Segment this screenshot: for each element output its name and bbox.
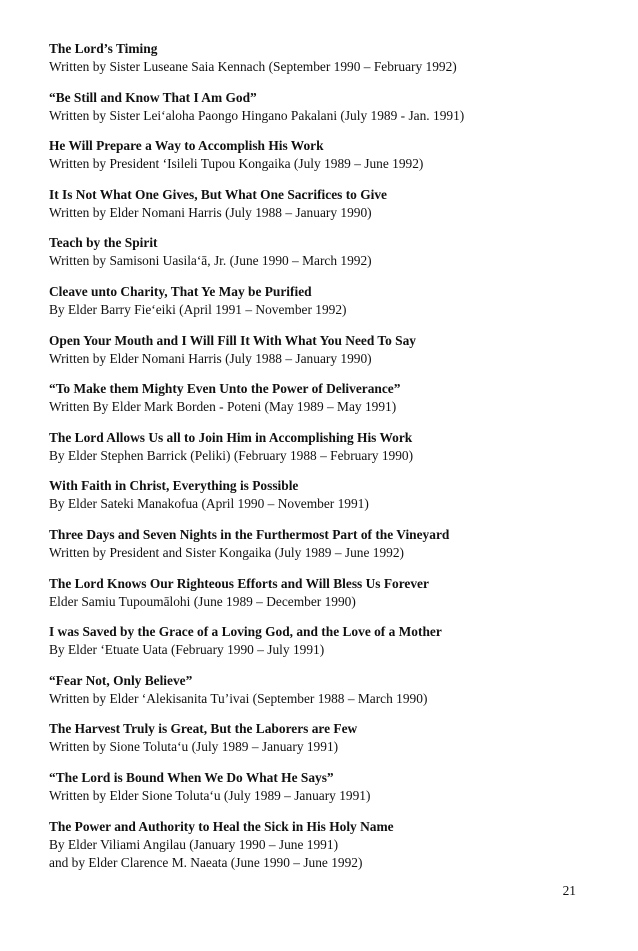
contents-entry — [49, 720, 619, 769]
entry-author: Written by Sister Luseane Saia Kennach (September 1990 – February 1992) — [49, 59, 457, 74]
entry-title: The Harvest Truly is Great, But the Laborers are Few — [49, 721, 358, 737]
entry-author: By Elder Stephen Barrick (Peliki) (February 1988 – February 1990) — [49, 447, 414, 463]
entry-author: By Elder ‘Etuate Uata (February 1990 – July 1991) — [49, 642, 325, 658]
contents-entry — [49, 672, 619, 721]
entry-title: I was Saved by the Grace of a Loving God, and the Love of a Mother — [49, 624, 442, 640]
entry-title: Three Days and Seven Nights in the Furthermost Part of the Vineyard — [49, 526, 450, 542]
entry-author: Written by Elder Nomani Harris (July 1988 – January 1990) — [49, 204, 372, 220]
entry-author: Written by Sister Lei‘aloha Paongo Hingano Pakalani (July 1989 - Jan. 1991) — [49, 107, 465, 123]
entry-author: Elder Samiu Tupoumālohi (June 1989 – December 1990) — [49, 593, 356, 609]
entry-author: Written by Elder ‘Alekisanita Tu’ivai (September 1988 – March 1990) — [49, 690, 428, 706]
contents-entry — [49, 818, 619, 878]
contents-entry — [49, 380, 619, 429]
contents-entry — [49, 137, 619, 186]
entry-title: With Faith in Christ, Everything is Possible — [49, 478, 299, 494]
entry-title: It Is Not What One Gives, But What One Sacrifices to Give — [49, 186, 387, 202]
contents-entry — [49, 186, 619, 235]
contents-entry — [49, 234, 619, 283]
entry-title: Cleave unto Charity, That Ye May be Purified — [49, 283, 312, 299]
entry-author: Written by Elder Nomani Harris (July 1988 – January 1990) — [49, 350, 372, 366]
contents-entry — [49, 89, 619, 138]
entry-title: “Fear Not, Only Believe” — [49, 672, 193, 688]
contents-list — [49, 40, 619, 878]
entry-author: By Elder Viliami Angilau (January 1990 – June 1991) — [49, 836, 339, 852]
entry-author-second: and by Elder Clarence M. Naeata (June 1990 – June 1992) — [49, 854, 363, 870]
entry-title: “Be Still and Know That I Am God” — [49, 89, 257, 105]
entry-author: Written by President ‘Isileli Tupou Kongaika (July 1989 – June 1992) — [49, 156, 424, 172]
entry-title: Open Your Mouth and I Will Fill It With What You Need To Say — [49, 332, 416, 348]
contents-entry — [49, 332, 619, 381]
entry-title: Teach by the Spirit — [49, 235, 158, 251]
entry-author: Written by Samisoni Uasila‘ā, Jr. (June 1990 – March 1992) — [49, 253, 372, 269]
contents-entry — [49, 40, 619, 89]
entry-author: Written by Elder Sione Toluta‘u (July 1989 – January 1991) — [49, 787, 371, 803]
entry-title: The Lord Allows Us all to Join Him in Accomplishing His Work — [49, 429, 413, 445]
contents-entry — [49, 769, 619, 818]
entry-author: By Elder Barry Fie‘eiki (April 1991 – November 1992) — [49, 301, 347, 317]
entry-title: “To Make them Mighty Even Unto the Power of Deliverance” — [49, 381, 401, 397]
contents-entry — [49, 526, 619, 575]
entry-author: Written By Elder Mark Borden - Poteni (May 1989 – May 1991) — [49, 399, 397, 415]
entry-author: Written by Sione Toluta‘u (July 1989 – January 1991) — [49, 739, 339, 755]
entry-author: By Elder Sateki Manakofua (April 1990 – November 1991) — [49, 496, 369, 512]
entry-title: “The Lord is Bound When We Do What He Says” — [49, 769, 334, 785]
entry-title: The Lord’s Timing — [49, 41, 158, 56]
contents-entry — [49, 477, 619, 526]
contents-entry — [49, 623, 619, 672]
contents-entry — [49, 283, 619, 332]
contents-entry — [49, 429, 619, 478]
page-number: 21 — [562, 883, 576, 898]
entry-author: Written by President and Sister Kongaika (July 1989 – June 1992) — [49, 544, 405, 560]
entry-title: The Lord Knows Our Righteous Efforts and Will Bless Us Forever — [49, 575, 429, 591]
contents-entry — [49, 575, 619, 624]
entry-title: He Will Prepare a Way to Accomplish His Work — [49, 138, 324, 154]
entry-title: The Power and Authority to Heal the Sick in His Holy Name — [49, 818, 394, 834]
